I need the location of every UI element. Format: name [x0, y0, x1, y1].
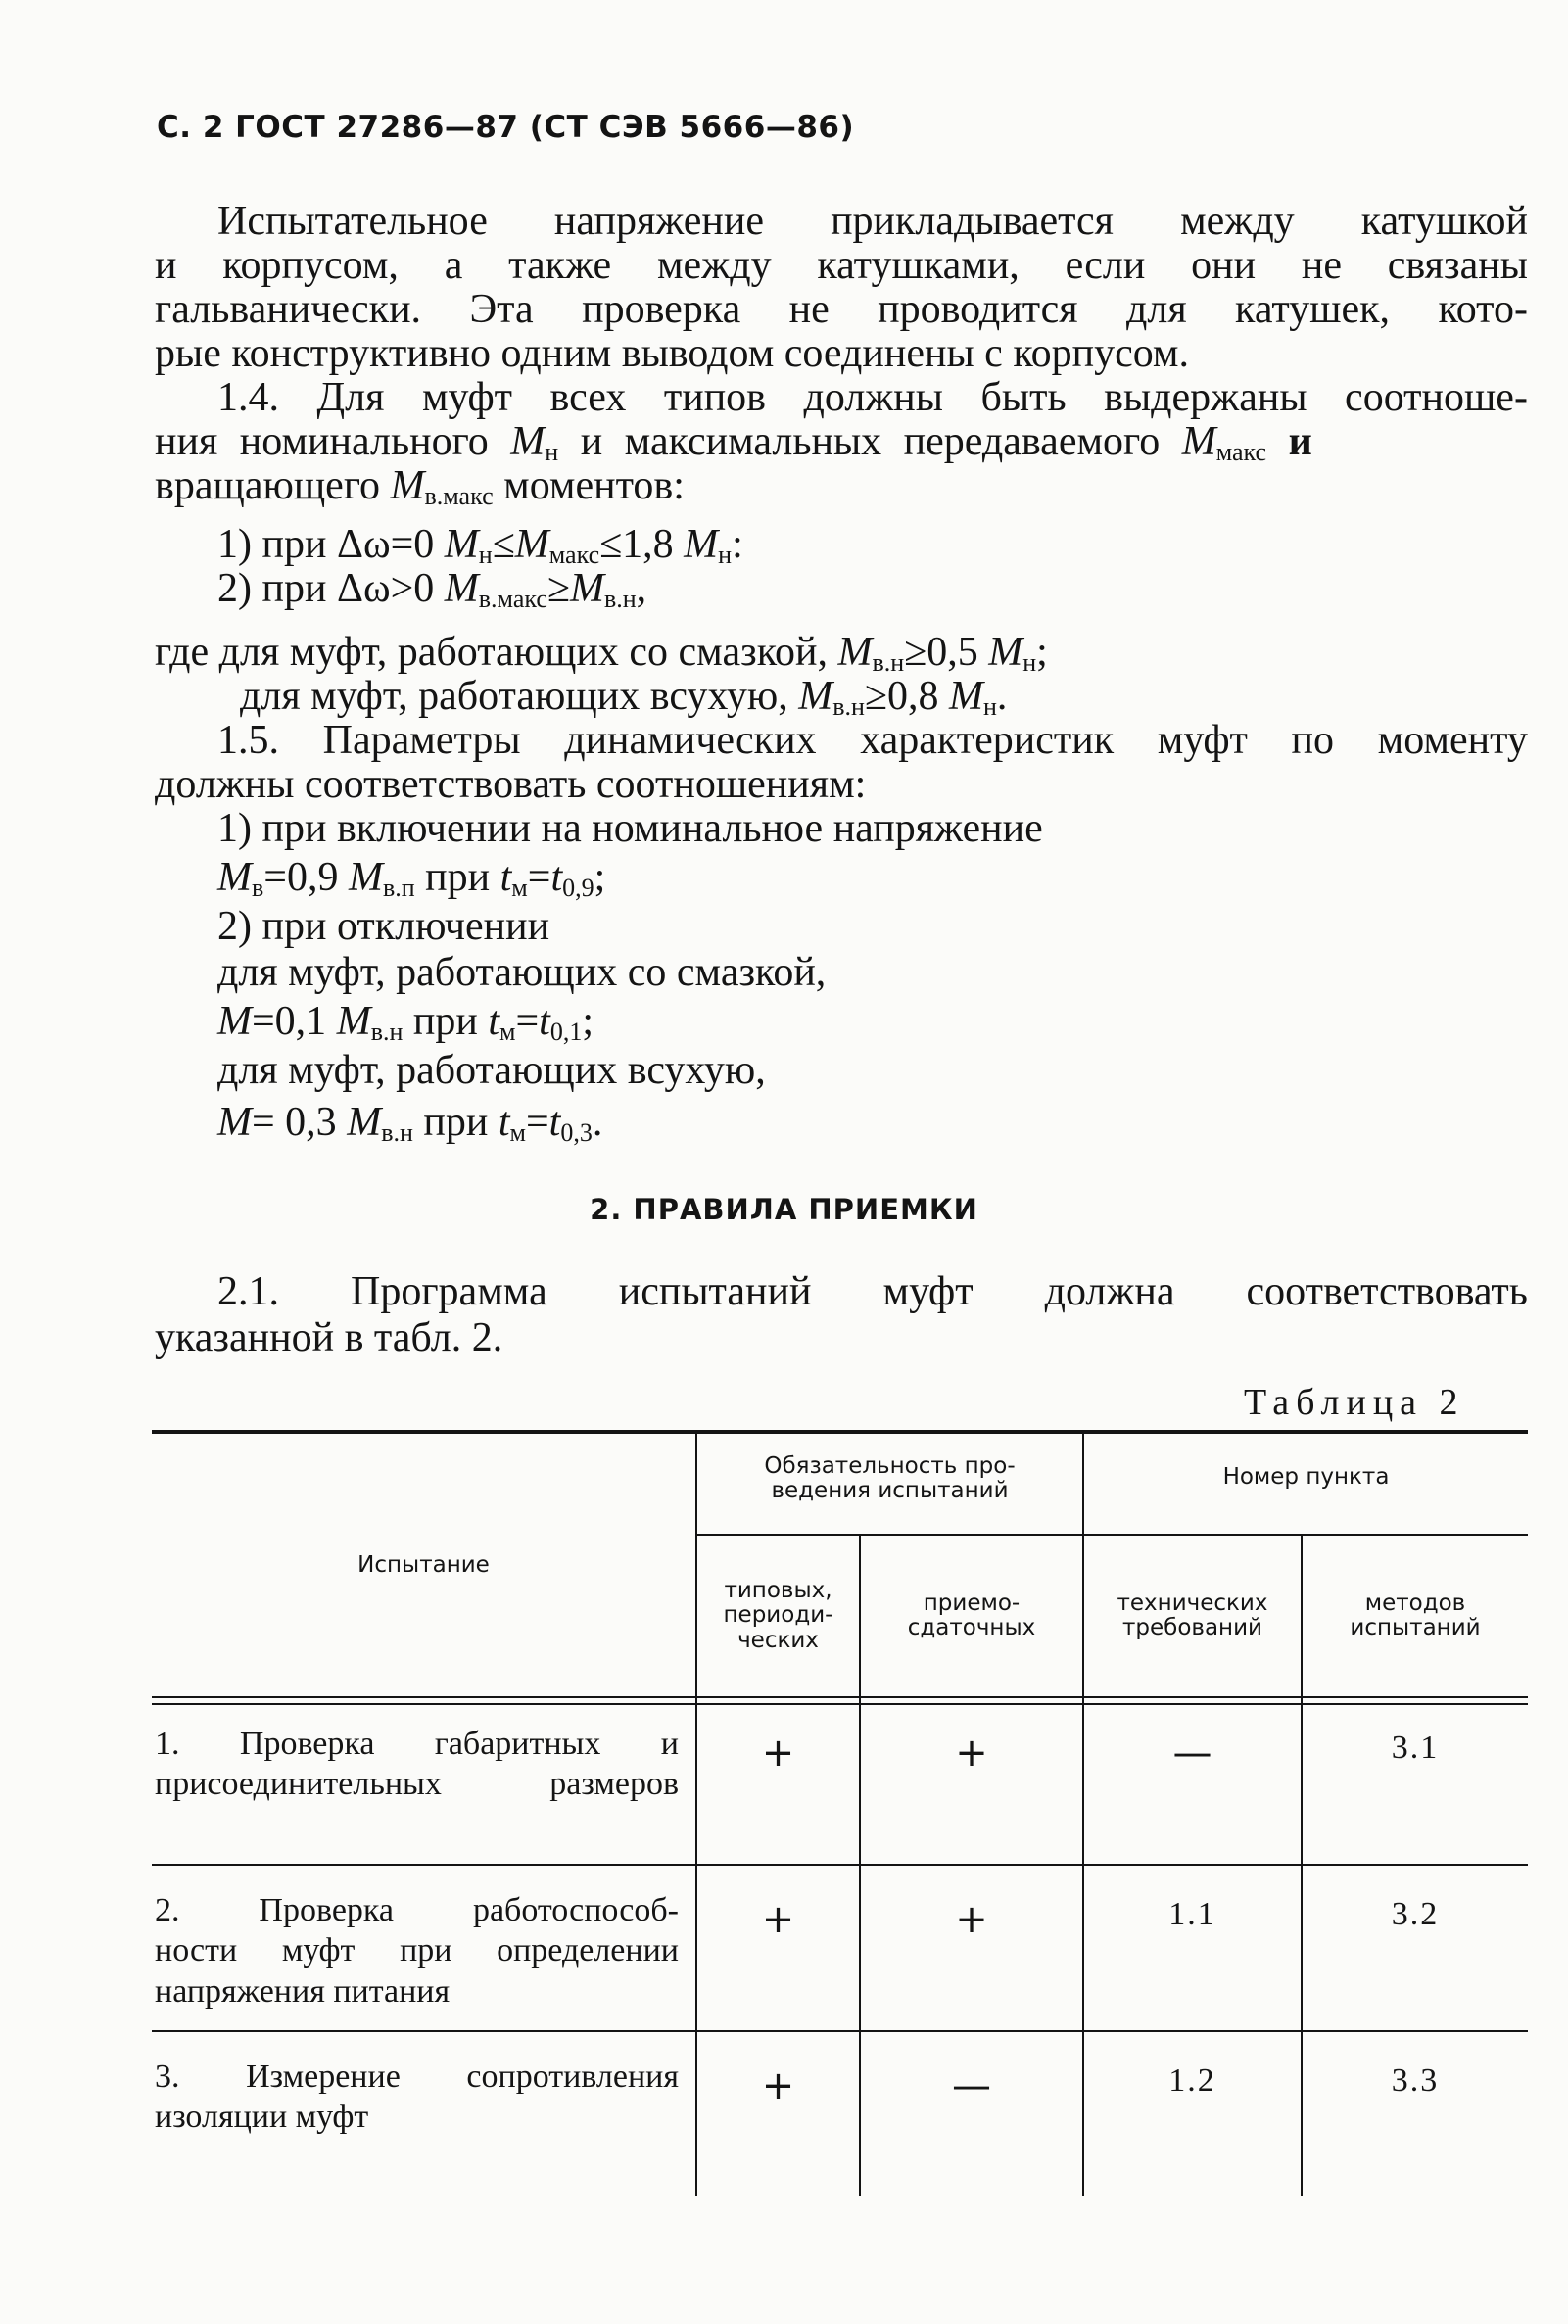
table-row-3-methods: 3.3: [1391, 2063, 1440, 2099]
p14-line1: 1.4. Для муфт всех типов должны быть выдержаны соотноше-: [217, 375, 1528, 420]
p15-formula1: $М_в=0,9$ $М_{в.п}$ при $t_м=t_{0,9}$;: [217, 855, 606, 902]
table-label: Таблица 2: [1244, 1382, 1465, 1423]
p15-line6: для муфт, работающих со смазкой,: [217, 950, 827, 995]
p15-line3: 1) при включении на номинальное напряжение: [217, 806, 1043, 851]
p14-formula2: 2) при Δω>0 $М_{в.макс}\ge М_{в.н}$,: [217, 566, 647, 613]
p14-where1: где для муфт, работающих со смазкой, $М_{в.н}\ge 0,5$ $М_н$;: [155, 630, 1048, 677]
p21-line2: указанной в табл. 2.: [155, 1315, 503, 1360]
table-row-3-test: 3. Измерение сопротивления изоляции муфт: [155, 2059, 679, 2136]
table-row-divider-1: [152, 1864, 1528, 1866]
p15-line2: должны соответствовать соотношениям:: [155, 762, 867, 807]
p21-line1: 2.1. Программа испытаний муфт должна соответствовать: [217, 1269, 1528, 1314]
table-row-1-test: 1. Проверка габаритных и присоединительных размеров: [155, 1726, 679, 1803]
table-header-bottom-rule-2: [152, 1703, 1528, 1705]
th-methods: методов испытаний: [1350, 1590, 1481, 1641]
table-header-divider: [695, 1534, 1528, 1536]
th-test: Испытание: [357, 1552, 490, 1578]
p14-line2: ния номинального $М_н$ и максимальных передаваемого $М_{макс}$ и: [155, 419, 1312, 466]
p14-formula1: 1) при Δω=0 $М_н\le М_{макс}\le 1,8$ $М_н$:: [217, 522, 743, 569]
table-top-rule: [152, 1430, 1528, 1434]
p15-line5: 2) при отключении: [217, 904, 550, 949]
table-row-2-typical: +: [761, 1897, 795, 1942]
page-header: С. 2 ГОСТ 27286—87 (СТ СЭВ 5666—86): [157, 110, 855, 145]
para1-line2: и корпусом, а также между катушками, если они не связаны: [155, 243, 1528, 288]
table-row-1-acceptance: +: [955, 1731, 988, 1776]
p15-formula3: М= 0,3 $М_{в.н}$ при $t_м=t_{0,3}$.: [217, 1100, 603, 1147]
th-acceptance: приемо- сдаточных: [907, 1590, 1036, 1641]
table-row-1-methods: 3.1: [1391, 1730, 1440, 1766]
table-row-1-typical: +: [761, 1731, 795, 1776]
table-row-2-technical: 1.1: [1168, 1896, 1216, 1932]
table-row-2-methods: 3.2: [1391, 1896, 1440, 1932]
th-technical: технических требований: [1117, 1590, 1268, 1641]
p15-line8: для муфт, работающих всухую,: [217, 1048, 766, 1093]
th-obligatoriness: Обязательность про- ведения испытаний: [764, 1453, 1016, 1504]
para1-line3: гальванически. Эта проверка не проводится для катушек, кото-: [155, 287, 1528, 332]
para1-line4: рые конструктивно одним выводом соединены с корпусом.: [155, 331, 1189, 376]
th-typical: типовых, периоди- ческих: [723, 1578, 833, 1653]
table-row-3-technical: 1.2: [1168, 2063, 1216, 2099]
table-row-3-acceptance: —: [952, 2063, 991, 2109]
p14-line3: вращающего $М_{в.макс}$ моментов:: [155, 463, 685, 510]
table-row-divider-2: [152, 2030, 1528, 2032]
p14-where2: для муфт, работающих всухую, $М_{в.н}\ge 0,8$ $М_н$.: [240, 674, 1008, 721]
table-row-2-acceptance: +: [955, 1897, 988, 1942]
para1-line1: Испытательное напряжение прикладывается между катушкой: [217, 199, 1528, 244]
table-header-bottom-rule-1: [152, 1696, 1528, 1698]
p15-line1: 1.5. Параметры динамических характеристик муфт по моменту: [217, 718, 1528, 763]
table-row-3-typical: +: [761, 2063, 795, 2109]
section-heading: 2. ПРАВИЛА ПРИЕМКИ: [590, 1193, 978, 1226]
table-row-2-test: 2. Проверка работоспособ- ности муфт при определении напряжения питания: [155, 1892, 679, 2010]
th-point-number: Номер пункта: [1222, 1464, 1390, 1490]
p15-formula2: М=0,1 $М_{в.н}$ при $t_м=t_{0,1}$;: [217, 999, 594, 1046]
table-row-1-technical: —: [1172, 1731, 1212, 1776]
